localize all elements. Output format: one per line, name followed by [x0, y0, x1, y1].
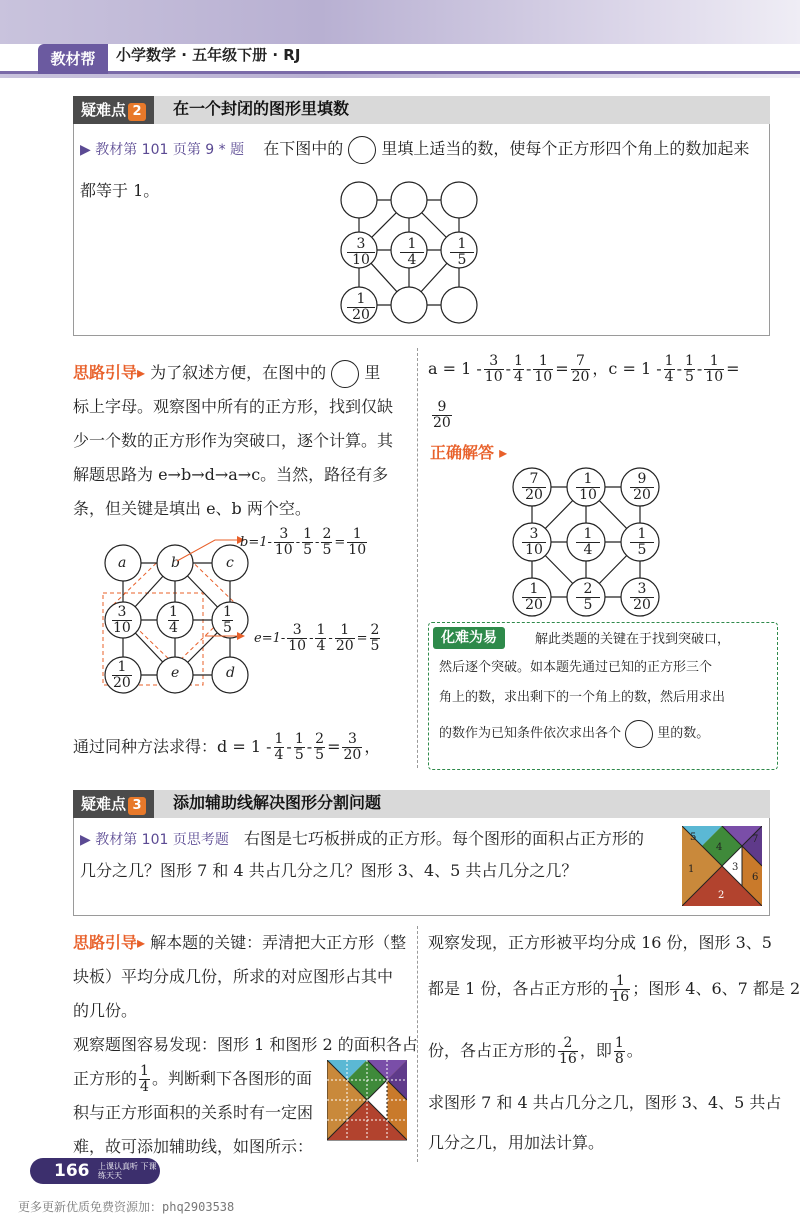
section-2-tag: 疑难点 2: [73, 96, 154, 124]
brand-tab: 教材帮: [38, 44, 108, 74]
guide-3-left: 思路引导▸ 解本题的关键：弄清把大正方形（整 块板）平均分成几份，所求的对应图形占其中 的几份。 观察题图容易发现：图形 1 和图形 2 的面积各占 正方形的 $\frac{1}{4}$ 。判断剩下各图形的面 积与正方形面积的关系时有一定困 难，故可添加辅助线，如图所示：: [73, 933, 418, 1156]
answer-frac: $\frac{3}{10}$: [522, 527, 546, 558]
a-c-equation: a = 1 - $\frac{3}{10}$ - $\frac{1}{4}$ - $\frac{1}{10}$ = $\frac{7}{20}$ ，c = 1 - $\frac{1}{4}$ - $\frac{1}{5}$ - $\frac{1}{10}$ =: [428, 353, 740, 385]
circle-blank-icon: [625, 720, 653, 748]
b-equation: b=1- $\frac{3}{10}$ - $\frac{1}{5}$ - $\frac{2}{5}$ = $\frac{1}{10}$: [240, 526, 367, 558]
answer-frac: $\frac{1}{20}$: [522, 582, 546, 613]
letter-a: a: [118, 555, 127, 571]
hint-tag: 化难为易: [433, 627, 505, 649]
grid-frac: $\frac{3}{10}$: [347, 237, 375, 268]
section-2-title: 在一个封闭的图形里填数: [173, 99, 350, 118]
guide-label: 思路引导: [73, 363, 138, 382]
section-3-header: [73, 790, 770, 818]
section-3-title: 添加辅助线解决图形分割问题: [173, 793, 382, 812]
tangram-label: 3: [732, 862, 739, 873]
diagram-frac: $\frac{1}{5}$: [223, 604, 232, 636]
letter-b: b: [171, 555, 180, 571]
tangram-label: 6: [752, 872, 759, 883]
section-3-tag: 疑难点 3: [73, 790, 154, 818]
answer-label: 正确解答 ▸: [430, 443, 508, 462]
answer-frac: $\frac{3}{20}$: [630, 582, 654, 613]
section-2-question-line2: 都等于 1。: [80, 181, 160, 200]
page-number-badge: 166 上课认真听 下课练天天: [30, 1158, 160, 1184]
column-divider: [417, 348, 418, 768]
tangram-label: 2: [718, 890, 725, 901]
tangram-label: 7: [752, 834, 759, 845]
section-3-problem-box: ▶ 教材第 101 页思考题 右图是七巧板拼成的正方形。每个图形的面积占正方形的 几分之几？图形 7 和 4 共占几分之几？图形 3、4、5 共占几分之几？ 5 7 4 1 3 6 2: [73, 818, 770, 916]
diagram-frac: $\frac{1}{4}$: [169, 604, 178, 636]
answer-frac: $\frac{2}{5}$: [576, 582, 600, 613]
hint-box: 化难为易 解此类题的关键在于找到突破口， 然后逐个突破。如本题先通过已知的正方形三个 角上的数，求出剩下的一个角上的数，然后用求出 的数作为已知条件依次求出各个 里的数。: [428, 622, 778, 770]
letter-d: d: [226, 665, 235, 681]
answer-frac: $\frac{7}{20}$: [522, 472, 546, 503]
arrow-lines: [175, 528, 245, 648]
book-title: 小学数学 · 五年级下册 · RJ: [116, 46, 301, 64]
diagram-frac: $\frac{1}{20}$: [113, 659, 131, 691]
tangram-label: 1: [688, 864, 695, 875]
tangram-label: 4: [716, 842, 723, 853]
section-2-problem-box: [73, 124, 770, 336]
section-2-header: [73, 96, 770, 124]
e-equation: e=1- $\frac{3}{10}$ - $\frac{1}{4}$ - $\frac{1}{20}$ = $\frac{2}{5}$: [254, 622, 380, 654]
letter-e: e: [171, 665, 180, 681]
answer-frac: $\frac{1}{4}$: [576, 527, 600, 558]
grid-frac: $\frac{1}{5}$: [450, 237, 474, 268]
c-result: $\frac{9}{20}$: [433, 399, 451, 431]
guide-3-right: 观察发现，正方形被平均分成 16 份，图形 3、5 都是 1 份，各占正方形的 $\frac{1}{16}$ ；图形 4、6、7 都是 2 份，各占正方形的 $\frac{2}{16}$ ，即 $\frac{1}{8}$ 。 求图形 7 和 4 共占几分之几，图形 3、4、5 共占 几分之几，用加法计算。: [428, 933, 800, 1152]
answer-frac: $\frac{1}{5}$: [630, 527, 654, 558]
guide-2-left: 思路引导▸ 为了叙述方便，在图中的 里 标上字母。观察图中所有的正方形，找到仅缺 少一个数的正方形作为突破口，逐个计算。其 解题思路为 e→b→d→a→c。当然，路径有多 条，但关键是填出 e、b 两个空。: [73, 356, 413, 526]
grid-frac: $\frac{1}{20}$: [347, 292, 375, 323]
watermark: 更多更新优质免费资源加：phq2903538: [18, 1200, 235, 1214]
d-equation: 通过同种方法求得：d = 1 - $\frac{1}{4}$ - $\frac{1}{5}$ - $\frac{2}{5}$ = $\frac{3}{20}$ ，: [73, 731, 381, 763]
circle-blank-icon: [348, 136, 376, 164]
answer-frac: $\frac{9}{20}$: [630, 472, 654, 503]
circle-blank-icon: [331, 360, 359, 388]
answer-frac: $\frac{1}{10}$: [576, 472, 600, 503]
diagram-frac: $\frac{3}{10}$: [113, 604, 131, 636]
textbook-ref: ▶ 教材第 101 页第 9 * 题: [80, 142, 245, 158]
section-2-question: ▶ 教材第 101 页第 9 * 题 在下图中的 里填上适当的数，使每个正方形四个角上的数加起来: [80, 132, 749, 166]
tangram-label: 5: [690, 832, 697, 843]
letter-c: c: [226, 555, 234, 571]
grid-frac: $\frac{1}{4}$: [400, 237, 424, 268]
tangram-auxiliary-figure: [327, 1060, 407, 1142]
